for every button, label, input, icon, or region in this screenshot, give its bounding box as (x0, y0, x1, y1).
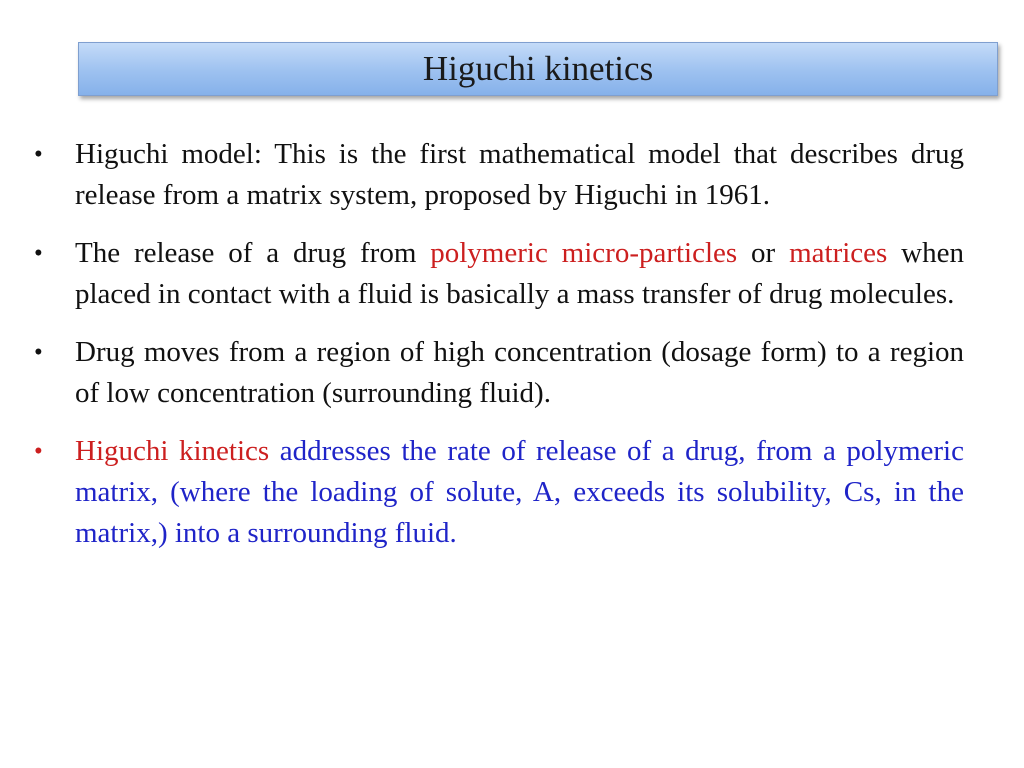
highlight-higuchi-kinetics: Higuchi kinetics (75, 435, 270, 467)
slide-title: Higuchi kinetics (422, 48, 654, 88)
bullet-drug-release (34, 233, 964, 315)
bullet-higuchi-kinetics (34, 431, 964, 554)
highlight-polymeric-microparticles: polymeric micro-particles (430, 237, 738, 269)
bullet-text-part: The release of a drug from (75, 237, 431, 269)
bullet-dot-icon: • (34, 141, 43, 168)
bullet-text: Drug moves from a region of high concentration (dosage form) to a region of low concentration (surrounding fluid). (75, 336, 964, 409)
bullet-list (34, 134, 964, 571)
bullet-dot-icon: • (34, 240, 43, 267)
bullet-text-blue: addresses the rate of release of a drug, from a polymeric matrix, (where the loading of solute, A, exceeds its solubility, Cs, in the matrix,) into a surrounding fluid. (75, 435, 964, 549)
bullet-higuchi-model (34, 134, 964, 216)
bullet-concentration (34, 332, 964, 414)
bullet-text-part: when placed in contact with a fluid is basically a mass transfer of drug molecules. (75, 237, 964, 310)
bullet-text: Higuchi model: This is the first mathematical model that describes drug release from a matrix system, proposed by Higuchi in 1961. (75, 138, 964, 211)
bullet-dot-icon: • (34, 438, 43, 465)
highlight-matrices: matrices (789, 237, 888, 269)
title-banner (78, 42, 998, 96)
bullet-text-part: or (737, 237, 790, 269)
bullet-dot-icon: • (34, 339, 43, 366)
